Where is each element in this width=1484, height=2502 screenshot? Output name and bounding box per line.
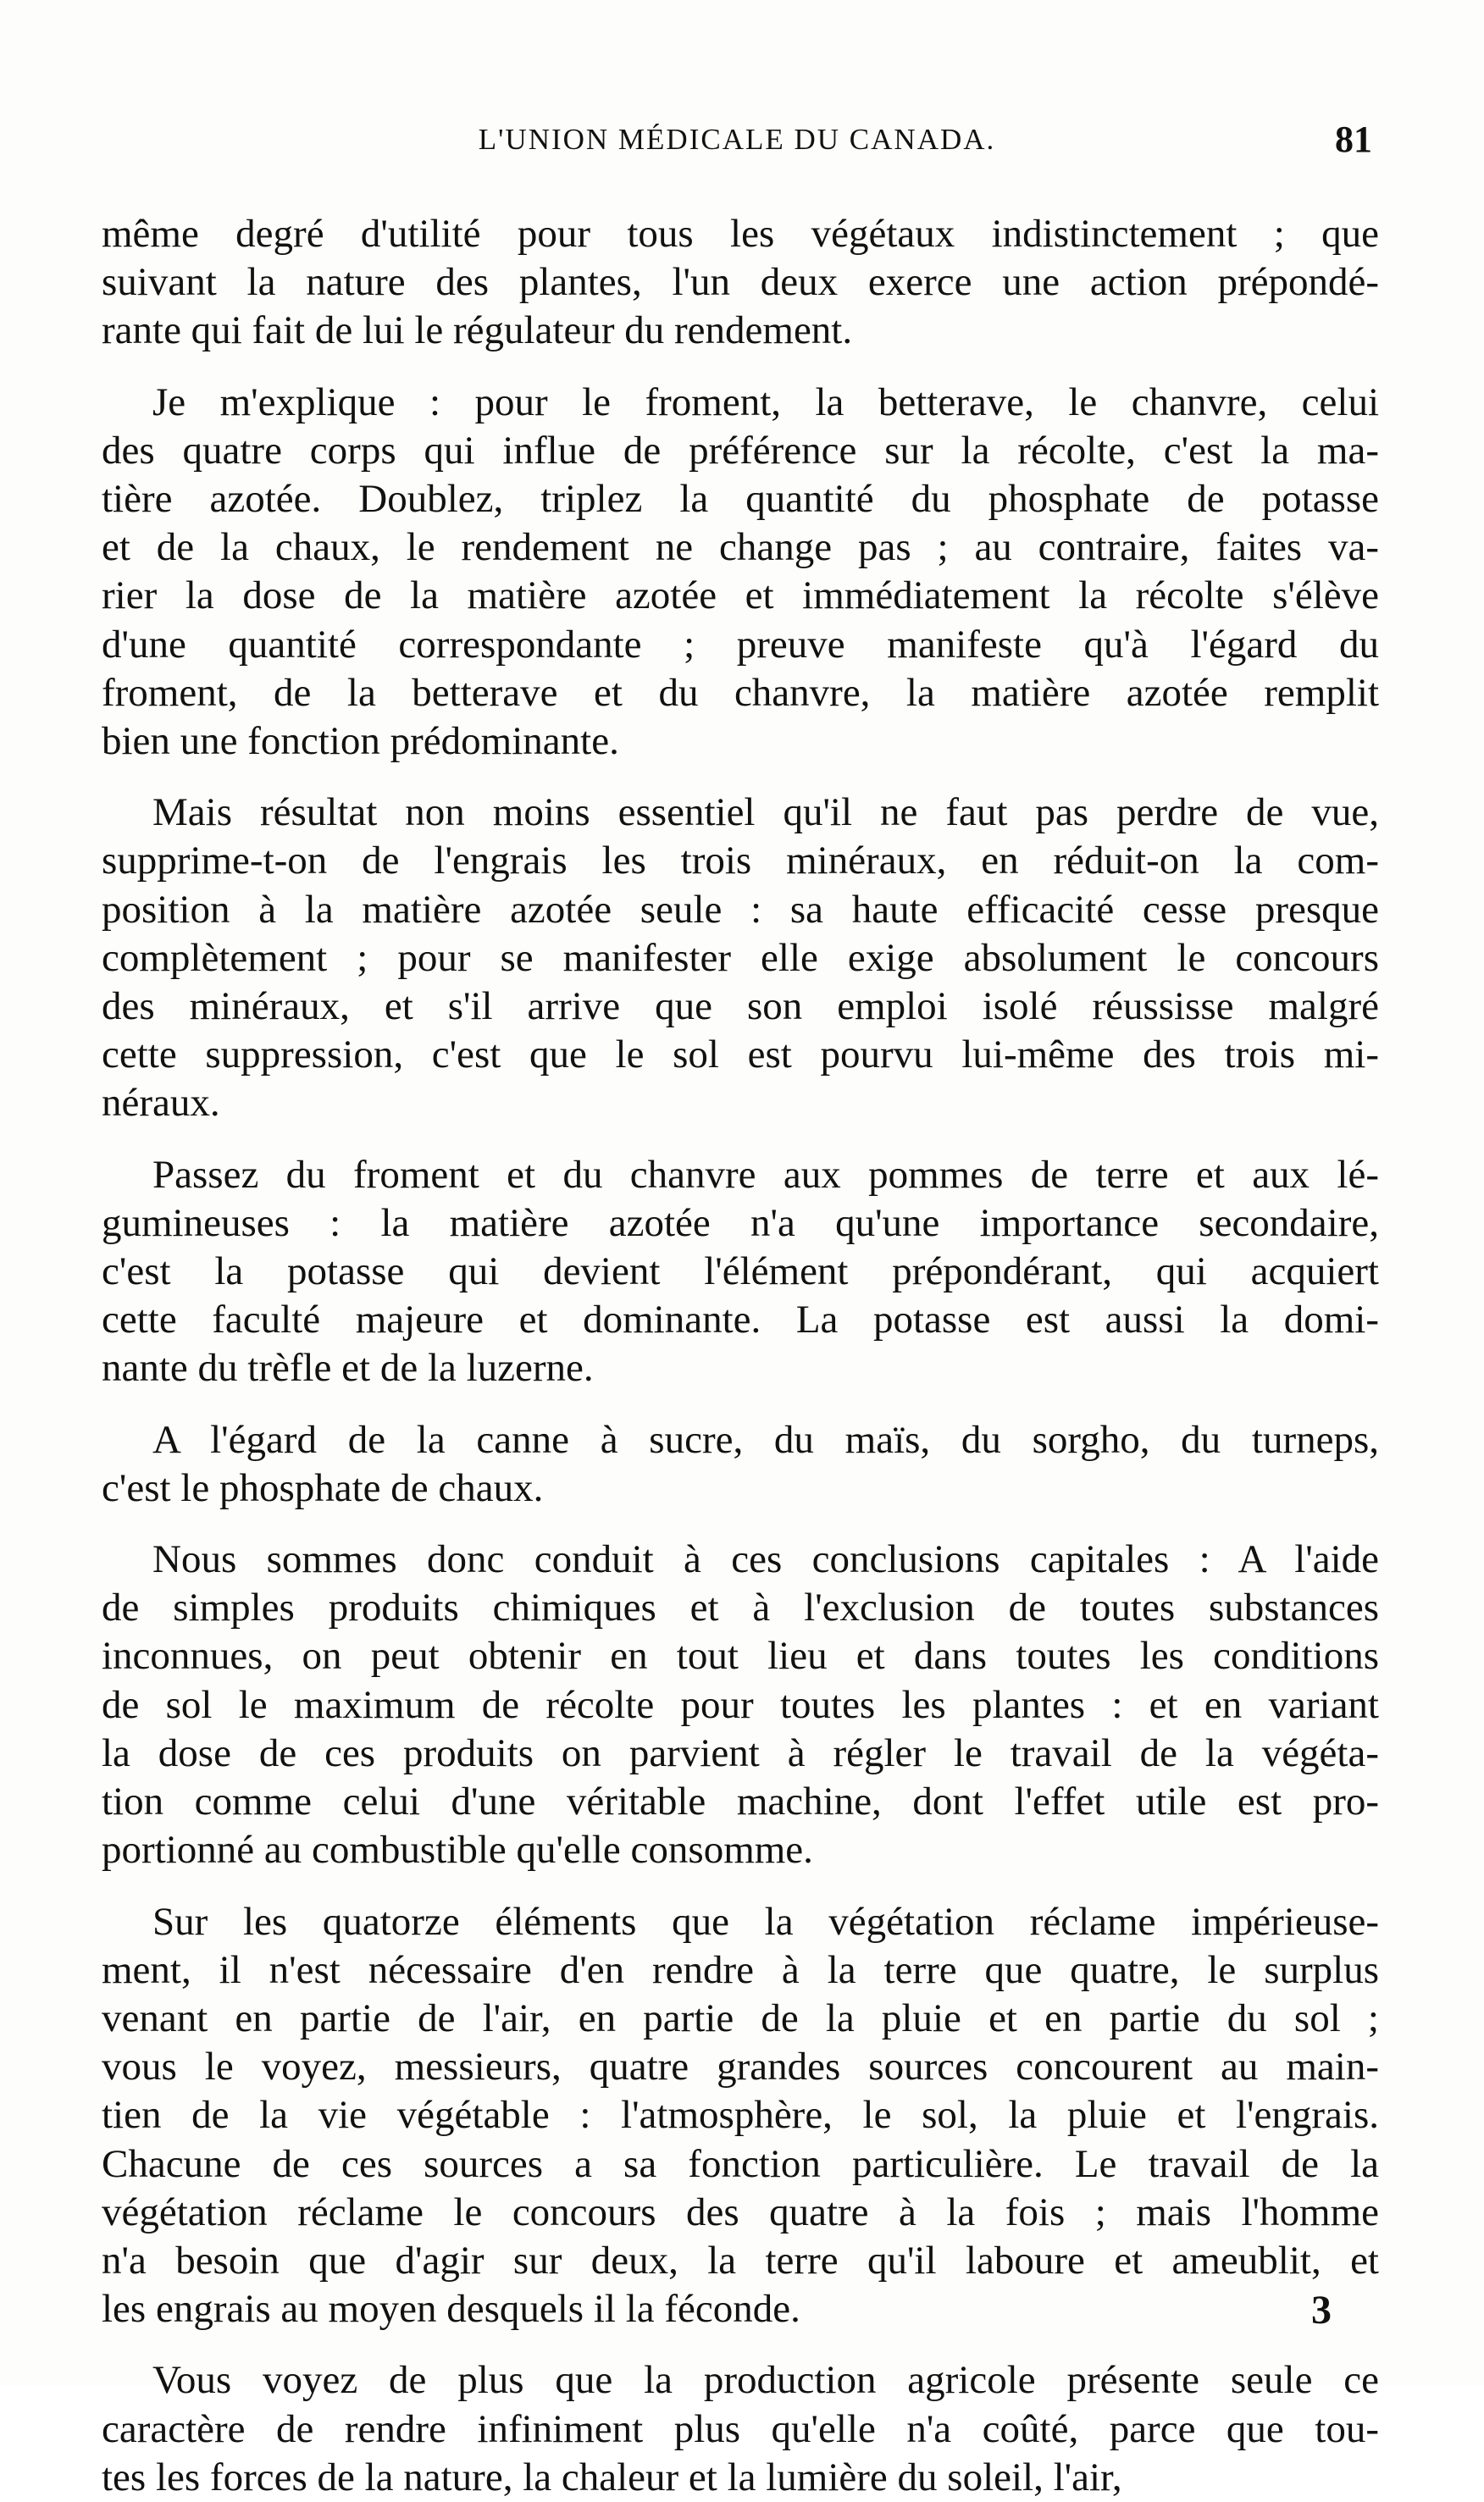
text-line: gumineuses : la matière azotée n'a qu'une importance secondaire,	[102, 1200, 1379, 1245]
text-line: n'a besoin que d'agir sur deux, la terre qu'il laboure et ameublit, et	[102, 2238, 1379, 2283]
text-line: nante du trèfle et de la luzerne.	[102, 1346, 594, 1391]
paragraph	[102, 210, 1379, 356]
text-line: A l'égard de la canne à sucre, du maïs, du sorgho, du turneps,	[152, 1417, 1379, 1462]
paragraph-gap	[102, 766, 1379, 789]
text-line: Je m'explique : pour le froment, la betterave, le chanvre, celui	[152, 379, 1379, 424]
text-line: complètement ; pour se manifester elle exige absolument le concours	[102, 935, 1379, 980]
text-line: et de la chaux, le rendement ne change pas ; au contraire, faites va-	[102, 525, 1379, 570]
text-line: tes les forces de la nature, la chaleur et la lumière du soleil, l'air,	[102, 2455, 1122, 2499]
text-line: caractère de rendre infiniment plus qu'elle n'a coûté, parce que tou-	[102, 2406, 1379, 2451]
paragraph	[102, 1416, 1379, 1513]
body-text	[102, 210, 1379, 2502]
text-line: Mais résultat non moins essentiel qu'il ne faut pas perdre de vue,	[152, 790, 1379, 835]
text-line: c'est le phosphate de chaux.	[102, 1465, 544, 1510]
paragraph-gap	[102, 1875, 1379, 1898]
paragraph	[102, 379, 1379, 767]
text-line: inconnues, on peut obtenir en tout lieu et dans toutes les conditions	[102, 1634, 1379, 1679]
running-title: L'UNION MÉDICALE DU CANADA.	[478, 123, 996, 156]
text-line: Chacune de ces sources a sa fonction particulière. Le travail de la	[102, 2141, 1379, 2186]
paragraph-gap	[102, 1128, 1379, 1151]
text-line: supprime-t-on de l'engrais les trois minéraux, en réduit-on la com-	[102, 839, 1379, 883]
paragraph-gap	[102, 356, 1379, 379]
text-line: c'est la potasse qui devient l'élément prépondérant, qui acquiert	[102, 1249, 1379, 1294]
page-number: 81	[1335, 119, 1372, 160]
text-line: des minéraux, et s'il arrive que son emploi isolé réussisse malgré	[102, 984, 1379, 1029]
text-line: position à la matière azotée seule : sa haute efficacité cesse presque	[102, 887, 1379, 932]
text-line: Sur les quatorze éléments que la végétation réclame impérieuse-	[152, 1899, 1379, 1944]
text-line: tière azotée. Doublez, triplez la quantité du phosphate de potasse	[102, 477, 1379, 522]
text-line: rante qui fait de lui le régulateur du rendement.	[102, 308, 853, 353]
paragraph	[102, 1536, 1379, 1874]
text-line: portionné au combustible qu'elle consomme.	[102, 1828, 813, 1873]
text-line: tion comme celui d'une véritable machine, dont l'effet utile est pro-	[102, 1780, 1379, 1824]
text-line: tien de la vie végétable : l'atmosphère, le sol, la pluie et l'engrais.	[102, 2093, 1379, 2138]
text-line: suivant la nature des plantes, l'un deux exerce une action prépondé-	[102, 260, 1379, 305]
paragraph-gap	[102, 1513, 1379, 1536]
text-line: cette faculté majeure et dominante. La potasse est aussi la domi-	[102, 1298, 1379, 1342]
text-line: Passez du froment et du chanvre aux pommes de terre et aux lé-	[152, 1152, 1379, 1197]
text-line: la dose de ces produits on parvient à régler le travail de la végéta-	[102, 1730, 1379, 1775]
paragraph-gap	[102, 1393, 1379, 1416]
text-line: Vous voyez de plus que la production agricole présente seule ce	[152, 2358, 1379, 2403]
text-line: bien une fonction prédominante.	[102, 719, 619, 764]
text-line: rier la dose de la matière azotée et immédiatement la récolte s'élève	[102, 573, 1379, 618]
paragraph	[102, 2356, 1379, 2502]
text-line: de sol le maximum de récolte pour toutes les plantes : et en variant	[102, 1682, 1379, 1727]
text-line: des quatre corps qui influe de préférence sur la récolte, c'est la ma-	[102, 428, 1379, 473]
text-line: végétation réclame le concours des quatre à la fois ; mais l'homme	[102, 2189, 1379, 2234]
text-line: d'une quantité correspondante ; preuve manifeste qu'à l'égard du	[102, 622, 1379, 667]
text-line: les engrais au moyen desquels il la féconde.	[102, 2287, 800, 2332]
text-line: vous le voyez, messieurs, quatre grandes sources concourent au main-	[102, 2045, 1379, 2090]
text-line: néraux.	[102, 1081, 220, 1126]
text-line: venant en partie de l'air, en partie de la pluie et en partie du sol ;	[102, 1996, 1379, 2040]
paragraph-gap	[102, 2333, 1379, 2356]
paragraph	[102, 1898, 1379, 2334]
printer-signature-mark: 3	[1311, 2288, 1332, 2333]
running-head	[102, 119, 1372, 174]
text-line: de simples produits chimiques et à l'exclusion de toutes substances	[102, 1586, 1379, 1630]
text-line: ment, il n'est nécessaire d'en rendre à la terre que quatre, le surplus	[102, 1947, 1379, 1992]
text-line: Nous sommes donc conduit à ces conclusions capitales : A l'aide	[152, 1537, 1379, 1582]
text-line: cette suppression, c'est que le sol est pourvu lui-même des trois mi-	[102, 1032, 1379, 1077]
text-line: même degré d'utilité pour tous les végétaux indistinctement ; que	[102, 212, 1379, 256]
text-line: froment, de la betterave et du chanvre, la matière azotée remplit	[102, 670, 1379, 715]
paragraph	[102, 789, 1379, 1127]
paragraph	[102, 1151, 1379, 1393]
